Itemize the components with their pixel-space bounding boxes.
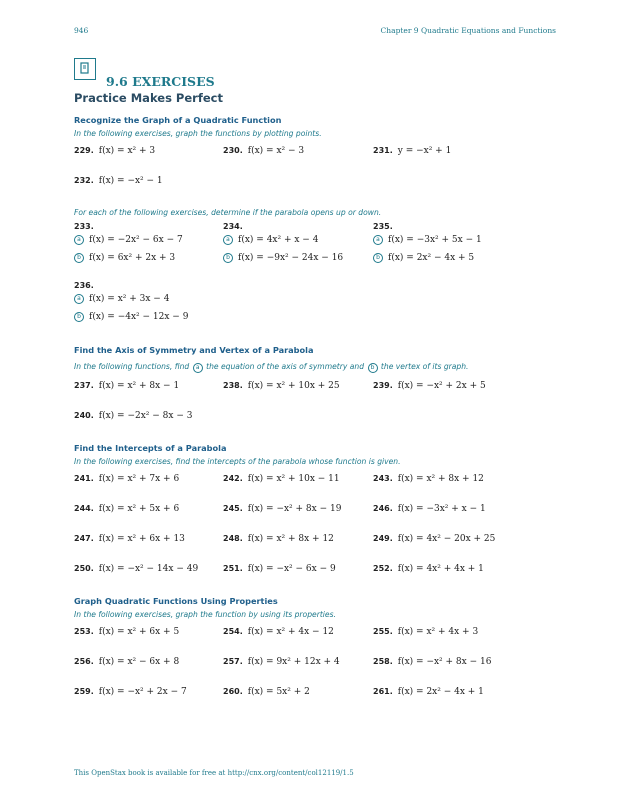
exercise-expression: f(x) = x² + 8x − 1 (98, 381, 180, 391)
group-heading: Graph Quadratic Functions Using Properties (74, 596, 278, 606)
instruction: In the following exercises, graph the functions by plotting points. (74, 129, 322, 138)
footer-text: This OpenStax book is available for free at http://cnx.org/content/col12119/1.5 (74, 769, 354, 777)
exercise-expression: f(x) = −x² + 8x − 19 (247, 504, 342, 514)
exercise (373, 146, 451, 156)
exercise-expression: f(x) = x² + 10x − 11 (247, 474, 340, 484)
exercise-expression: f(x) = 4x² + x − 4 (238, 235, 319, 245)
instruction: In the following exercises, find the intercepts of the parabola whose function is given. (74, 457, 401, 466)
exercise-part (223, 253, 343, 263)
exercise (373, 504, 486, 514)
exercise-number: 258. (373, 657, 393, 666)
exercise (223, 534, 334, 544)
exercise-number: 234. (223, 222, 243, 231)
exercise-expression: f(x) = 5x² + 2 (247, 687, 310, 697)
exercise-number: 248. (223, 534, 243, 543)
exercise-expression: f(x) = −x² − 6x − 9 (247, 564, 336, 574)
exercise-number: 254. (223, 627, 243, 636)
exercise-number: 231. (373, 146, 393, 155)
exercise-expression: f(x) = −3x² + 5x − 1 (388, 235, 482, 245)
exercise (373, 627, 478, 637)
exercise-number: 233. (74, 222, 94, 231)
exercise-part (74, 312, 188, 322)
exercise-part (373, 235, 482, 245)
part-a-label: a (74, 235, 84, 245)
instruction-text: the equation of the axis of symmetry and (206, 362, 365, 371)
exercise (373, 474, 484, 484)
exercise (74, 657, 179, 667)
instruction (74, 362, 468, 373)
exercise-expression: f(x) = −9x² − 24x − 16 (238, 253, 344, 263)
exercise-expression: f(x) = x² + 8x + 12 (397, 474, 484, 484)
exercise-expression: f(x) = x² + 4x − 12 (247, 627, 334, 637)
exercise-expression: f(x) = x² + 6x + 5 (98, 627, 180, 637)
exercise-number: 232. (74, 176, 94, 185)
page-number: 946 (74, 26, 89, 35)
exercise-number: 238. (223, 381, 243, 390)
exercise-expression: f(x) = x² − 6x + 8 (98, 657, 180, 667)
exercise-part (74, 253, 175, 263)
part-b-label: b (373, 253, 383, 263)
exercise-expression: f(x) = x² + 3x − 4 (89, 294, 170, 304)
exercise-number: 253. (74, 627, 94, 636)
exercise (223, 687, 310, 697)
exercise (373, 657, 491, 667)
exercise-expression: f(x) = −x² − 1 (98, 176, 163, 186)
exercise-number: 240. (74, 411, 94, 420)
exercise-number: 257. (223, 657, 243, 666)
exercise (74, 534, 185, 544)
part-a-label: a (373, 235, 383, 245)
exercise-number: 261. (373, 687, 393, 696)
exercise-number: 252. (373, 564, 393, 573)
part-a-label: a (193, 363, 203, 373)
exercise (373, 534, 495, 544)
exercise-number: 237. (74, 381, 94, 390)
exercise-expression: f(x) = 4x² − 20x + 25 (397, 534, 496, 544)
exercise (74, 146, 155, 156)
exercise-expression: f(x) = −x² + 2x + 5 (397, 381, 486, 391)
exercise-part (74, 294, 169, 304)
exercise-number: 235. (373, 222, 393, 231)
exercise-expression: f(x) = x² + 4x + 3 (397, 627, 479, 637)
exercise (223, 474, 340, 484)
exercise (373, 381, 486, 391)
exercise (74, 627, 179, 637)
exercise (223, 504, 341, 514)
exercise-expression: f(x) = x² + 5x + 6 (98, 504, 180, 514)
exercise (74, 504, 179, 514)
part-b-label: b (74, 312, 84, 322)
exercise-number: 249. (373, 534, 393, 543)
exercise (223, 381, 340, 391)
exercise-number: 247. (74, 534, 94, 543)
exercise-expression: y = −x² + 1 (397, 146, 452, 156)
section-subtitle: Practice Makes Perfect (74, 91, 223, 105)
exercise-number: 241. (74, 474, 94, 483)
exercise-expression: f(x) = 2x² − 4x + 5 (388, 253, 475, 263)
exercise-expression: f(x) = −2x² − 8x − 3 (98, 411, 193, 421)
exercise-number: 250. (74, 564, 94, 573)
part-a-label: a (223, 235, 233, 245)
exercise-expression: f(x) = x² + 7x + 6 (98, 474, 180, 484)
group-heading: Find the Axis of Symmetry and Vertex of a Parabola (74, 345, 314, 355)
exercise-expression: f(x) = −x² + 2x − 7 (98, 687, 187, 697)
exercise-expression: f(x) = 9x² + 12x + 4 (247, 657, 340, 667)
exercise-expression: f(x) = x² + 6x + 13 (98, 534, 185, 544)
exercise-number: 242. (223, 474, 243, 483)
exercise (223, 564, 336, 574)
exercise-number: 256. (74, 657, 94, 666)
exercise-expression: f(x) = 4x² + 4x + 1 (397, 564, 484, 574)
exercise-number: 260. (223, 687, 243, 696)
part-b-label: b (368, 363, 378, 373)
instruction-text: In the following functions, find (74, 362, 190, 371)
section-title: 9.6 EXERCISES (106, 74, 215, 89)
exercise-expression: f(x) = −2x² − 6x − 7 (89, 235, 183, 245)
exercise-number: 244. (74, 504, 94, 513)
exercise-number: 255. (373, 627, 393, 636)
exercise-number: 230. (223, 146, 243, 155)
exercise (373, 564, 484, 574)
instruction-text: the vertex of its graph. (380, 362, 469, 371)
exercise-number: 239. (373, 381, 393, 390)
exercise-number: 229. (74, 146, 94, 155)
exercise-expression: f(x) = −4x² − 12x − 9 (89, 312, 189, 322)
exercise-expression: f(x) = x² + 8x + 12 (247, 534, 334, 544)
exercise-part (74, 235, 183, 245)
notebook-icon (74, 58, 96, 80)
exercise (74, 176, 163, 186)
exercise-part (373, 253, 474, 263)
exercise (223, 657, 340, 667)
instruction: In the following exercises, graph the function by using its properties. (74, 610, 336, 619)
part-b-label: b (223, 253, 233, 263)
group-heading: Recognize the Graph of a Quadratic Function (74, 115, 282, 125)
exercise (223, 146, 304, 156)
exercise-expression: f(x) = 6x² + 2x + 3 (89, 253, 176, 263)
part-a-label: a (74, 294, 84, 304)
exercise-number: 243. (373, 474, 393, 483)
exercise (74, 381, 179, 391)
exercise-expression: f(x) = −x² + 8x − 16 (397, 657, 492, 667)
exercise-number: 259. (74, 687, 94, 696)
exercise-expression: f(x) = −3x² + x − 1 (397, 504, 486, 514)
exercise-number: 246. (373, 504, 393, 513)
exercise-expression: f(x) = x² + 10x + 25 (247, 381, 340, 391)
group-heading: Find the Intercepts of a Parabola (74, 443, 227, 453)
chapter-title: Chapter 9 Quadratic Equations and Functions (380, 26, 556, 35)
exercise (223, 627, 334, 637)
instruction: For each of the following exercises, determine if the parabola opens up or down. (74, 208, 382, 217)
part-b-label: b (74, 253, 84, 263)
exercise-number: 251. (223, 564, 243, 573)
exercise-part (223, 235, 318, 245)
exercise-expression: f(x) = −x² − 14x − 49 (98, 564, 199, 574)
exercise-number: 245. (223, 504, 243, 513)
exercise (74, 687, 187, 697)
exercise-expression: f(x) = 2x² − 4x + 1 (397, 687, 484, 697)
exercise-expression: f(x) = x² − 3 (247, 146, 305, 156)
exercise (74, 474, 179, 484)
exercise-expression: f(x) = x² + 3 (98, 146, 156, 156)
exercise (373, 687, 484, 697)
exercise (74, 564, 198, 574)
exercise (74, 411, 192, 421)
exercise-number: 236. (74, 281, 94, 290)
